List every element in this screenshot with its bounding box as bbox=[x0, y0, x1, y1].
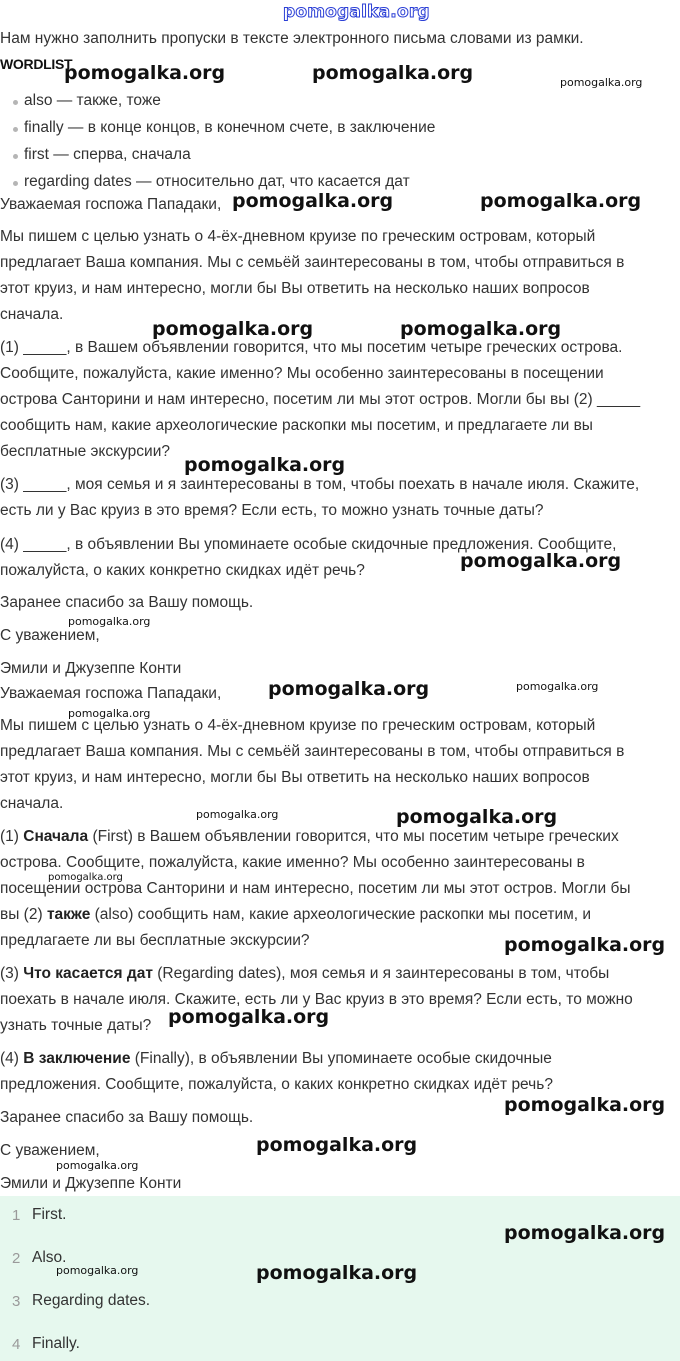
watermark: pomogalka.org bbox=[256, 1262, 418, 1284]
watermark: pomogalka.org bbox=[168, 1006, 330, 1028]
answer-index: 3 bbox=[12, 1293, 21, 1310]
letter2-thanks: Заранее спасибо за Вашу помощь. bbox=[0, 1109, 254, 1126]
watermark: pomogalka.org bbox=[480, 190, 642, 212]
watermark: pomogalka.org bbox=[516, 680, 599, 693]
watermark: pomogalka.org bbox=[504, 934, 666, 956]
line-text: вы (2) bbox=[0, 906, 47, 923]
letter1-line: этот круиз, и нам интересно, могли бы Вы ответить на несколько наших вопросов bbox=[0, 280, 590, 297]
answer-index: 2 bbox=[12, 1250, 21, 1267]
watermark: pomogalka.org bbox=[460, 550, 622, 572]
letter2-signature: Эмили и Джузеппе Конти bbox=[0, 1175, 182, 1192]
answer-text: First. bbox=[32, 1206, 67, 1223]
answer-word: также bbox=[46, 906, 91, 923]
watermark: pomogalka.org bbox=[196, 808, 279, 821]
watermark: pomogalka.org bbox=[64, 62, 226, 84]
watermark: pomogalka.org bbox=[268, 678, 430, 700]
answer-index: 1 bbox=[12, 1207, 21, 1224]
watermark: pomogalka.org bbox=[68, 707, 151, 720]
letter2-line: острова. Сообщите, пожалуйста, какие именно? Мы особенно заинтересованы в bbox=[0, 854, 585, 871]
answer-text: Regarding dates. bbox=[32, 1292, 151, 1309]
wordlist-item: regarding dates — относительно дат, что касается дат bbox=[24, 173, 410, 190]
site-link[interactable]: pomogalka.org bbox=[283, 2, 430, 22]
watermark: pomogalka.org bbox=[56, 1264, 139, 1277]
answer-number: (1) bbox=[0, 828, 24, 845]
letter2-line: узнать точные даты? bbox=[0, 1017, 152, 1034]
letter1-line: бесплатные экскурсии? bbox=[0, 443, 170, 460]
letter1-line: Сообщите, пожалуйста, какие именно? Мы особенно заинтересованы в посещении bbox=[0, 365, 604, 382]
letter2-line: посещении острова Санторини и нам интересно, посетим ли мы этот остров. Могли бы bbox=[0, 880, 631, 897]
answer-word: Что касается дат bbox=[23, 965, 153, 982]
letter1-line: (1) _____, в Вашем объявлении говорится, что мы посетим четыре греческих острова. bbox=[0, 339, 623, 356]
letter2-line: сначала. bbox=[0, 795, 64, 812]
letter1-line: (3) _____, моя семья и я заинтересованы в том, чтобы поехать в начале июля. Скажите, bbox=[0, 476, 640, 493]
answer-text: Finally. bbox=[32, 1335, 80, 1352]
answer-number: (4) bbox=[0, 1050, 24, 1067]
line-text: (Finally), в объявлении Вы упоминаете особые скидочные bbox=[130, 1050, 552, 1067]
watermark: pomogalka.org bbox=[232, 190, 394, 212]
bullet-icon bbox=[13, 100, 18, 105]
line-text: (First) в Вашем объявлении говорится, что мы посетим четыре греческих bbox=[88, 828, 619, 845]
line-text: (Regarding dates), моя семья и я заинтересованы в том, чтобы bbox=[152, 965, 610, 982]
answer-index: 4 bbox=[12, 1336, 21, 1353]
letter2-line: предложения. Сообщите, пожалуйста, о каких конкретно скидках идёт речь? bbox=[0, 1076, 553, 1093]
wordlist-item: also — также, тоже bbox=[24, 92, 161, 109]
letter1-line: Мы пишем с целью узнать о 4-ёх-дневном круизе по греческим островам, который bbox=[0, 228, 596, 245]
answer-word: В заключение bbox=[23, 1050, 131, 1067]
letter1-thanks: Заранее спасибо за Вашу помощь. bbox=[0, 594, 254, 611]
wordlist-item: finally — в конце концов, в конечном счете, в заключение bbox=[24, 119, 436, 136]
letter2-line: поехать в начале июля. Скажите, есть ли у Вас круиз в это время? Если есть, то можно bbox=[0, 991, 633, 1008]
answer-number: (3) bbox=[0, 965, 24, 982]
letter1-line: (4) _____, в объявлении Вы упоминаете особые скидочные предложения. Сообщите, bbox=[0, 536, 617, 553]
letter1-line: острова Санторини и нам интересно, посетим ли мы этот остров. Могли бы вы (2) _____ bbox=[0, 391, 641, 408]
wordlist-label: WORDLIST bbox=[0, 56, 73, 72]
watermark: pomogalka.org bbox=[312, 62, 474, 84]
letter2-greeting: Уважаемая госпожа Пападаки, bbox=[0, 685, 222, 702]
wordlist-item: first — сперва, сначала bbox=[24, 146, 191, 163]
bullet-icon bbox=[13, 127, 18, 132]
letter2-regards: С уважением, bbox=[0, 1142, 100, 1159]
letter2-line: предлагаете ли вы бесплатные экскурсии? bbox=[0, 932, 310, 949]
task-intro: Нам нужно заполнить пропуски в тексте электронного письма словами из рамки. bbox=[0, 30, 584, 47]
watermark: pomogalka.org bbox=[184, 454, 346, 476]
letter1-line: есть ли у Вас круиз в это время? Если есть, то можно узнать точные даты? bbox=[0, 502, 544, 519]
watermark: pomogalka.org bbox=[504, 1094, 666, 1116]
watermark: pomogalka.org bbox=[48, 872, 123, 883]
watermark: pomogalka.org bbox=[256, 1134, 418, 1156]
letter2-line bbox=[0, 906, 591, 924]
letter2-line bbox=[0, 828, 619, 846]
watermark: pomogalka.org bbox=[560, 76, 643, 89]
watermark: pomogalka.org bbox=[56, 1159, 139, 1172]
letter1-regards: С уважением, bbox=[0, 627, 100, 644]
letter2-line: Мы пишем с целью узнать о 4-ёх-дневном круизе по греческим островам, который bbox=[0, 717, 596, 734]
letter1-line: сначала. bbox=[0, 306, 64, 323]
answer-text: Also. bbox=[32, 1249, 67, 1266]
bullet-icon bbox=[13, 181, 18, 186]
bullet-icon bbox=[13, 154, 18, 159]
watermark: pomogalka.org bbox=[400, 318, 562, 340]
letter1-greeting: Уважаемая госпожа Пападаки, bbox=[0, 196, 222, 213]
answer-word: Сначала bbox=[23, 828, 89, 845]
letter1-line: предлагает Ваша компания. Мы с семьёй заинтересованы в том, чтобы отправиться в bbox=[0, 254, 625, 271]
line-text: (also) сообщить нам, какие археологические раскопки мы посетим, и bbox=[90, 906, 592, 923]
letter2-line bbox=[0, 965, 609, 983]
letter1-signature: Эмили и Джузеппе Конти bbox=[0, 660, 182, 677]
watermark: pomogalka.org bbox=[68, 615, 151, 628]
letter1-line: пожалуйста, о каких конкретно скидках идёт речь? bbox=[0, 562, 365, 579]
watermark: pomogalka.org bbox=[396, 806, 558, 828]
letter2-line: этот круиз, и нам интересно, могли бы Вы ответить на несколько наших вопросов bbox=[0, 769, 590, 786]
watermark: pomogalka.org bbox=[504, 1222, 666, 1244]
letter2-line: предлагает Ваша компания. Мы с семьёй заинтересованы в том, чтобы отправиться в bbox=[0, 743, 625, 760]
watermark: pomogalka.org bbox=[152, 318, 314, 340]
letter2-line bbox=[0, 1050, 552, 1068]
letter1-line: сообщить нам, какие археологические раскопки мы посетим, и предлагаете ли вы bbox=[0, 417, 593, 434]
